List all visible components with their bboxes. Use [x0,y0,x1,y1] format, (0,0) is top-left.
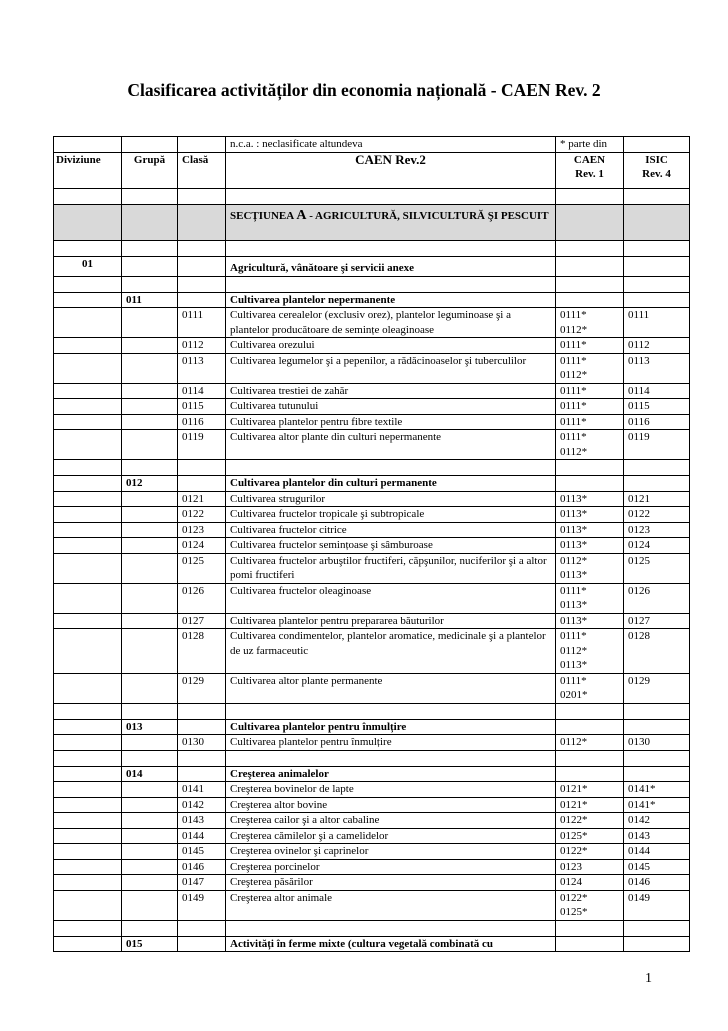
class-isic: 0145 [624,859,690,875]
note-cell [624,137,690,153]
class-isic: 0127 [624,613,690,629]
class-code: 0145 [178,844,226,860]
class-isic: 0115 [624,399,690,415]
class-caen-rev1: 0122* 0125* [556,890,624,920]
group-name: Cultivarea plantelor nepermanente [226,292,556,308]
class-isic: 0116 [624,414,690,430]
class-name: Creşterea păsărilor [226,875,556,891]
group-code: 014 [122,766,178,782]
group-code: 012 [122,476,178,492]
class-isic: 0124 [624,538,690,554]
class-row [54,430,690,460]
class-caen-rev1: 0111* 0112* [556,353,624,383]
class-caen-rev1: 0121* [556,797,624,813]
header-row [54,152,690,188]
class-isic: 0129 [624,673,690,703]
group-row [54,936,690,952]
class-code: 0146 [178,859,226,875]
class-caen-rev1: 0111* 0201* [556,673,624,703]
caen-table [53,136,690,952]
class-row [54,583,690,613]
col-isic [624,152,690,188]
class-row [54,828,690,844]
class-caen-rev1: 0125* [556,828,624,844]
class-row [54,522,690,538]
col-isic-line1: ISIC [645,153,668,166]
class-row [54,553,690,583]
class-code: 0129 [178,673,226,703]
class-caen-rev1: 0113* [556,507,624,523]
class-name: Cultivarea cerealelor (exclusiv orez), plantelor leguminoase şi a plantelor producătoare de semințe oleaginoase [226,308,556,338]
class-isic: 0114 [624,383,690,399]
class-caen-rev1: 0111* [556,414,624,430]
class-code: 0126 [178,583,226,613]
class-code: 0127 [178,613,226,629]
caen-table-body [54,137,690,952]
section-title [226,204,556,240]
class-caen-rev1: 0124 [556,875,624,891]
class-row [54,338,690,354]
class-isic: 0112 [624,338,690,354]
class-caen-rev1: 0111* [556,383,624,399]
class-name: Cultivarea fructelor oleaginoase [226,583,556,613]
col-caen-rev1-line1: CAEN [573,153,606,166]
class-code: 0122 [178,507,226,523]
class-name: Cultivarea altor plante permanente [226,673,556,703]
class-row [54,399,690,415]
spacer-row [54,750,690,766]
spacer-row [54,188,690,204]
class-isic: 0123 [624,522,690,538]
class-isic: 0126 [624,583,690,613]
class-code: 0111 [178,308,226,338]
class-name: Creşterea cămilelor şi a camelidelor [226,828,556,844]
class-row [54,797,690,813]
class-code: 0128 [178,629,226,674]
class-name: Cultivarea fructelor citrice [226,522,556,538]
class-code: 0121 [178,491,226,507]
class-row [54,875,690,891]
class-caen-rev1: 0121* [556,782,624,798]
section-letter: A [296,207,307,223]
class-name: Creşterea bovinelor de lapte [226,782,556,798]
class-row [54,353,690,383]
group-row [54,292,690,308]
class-isic: 0113 [624,353,690,383]
class-code: 0143 [178,813,226,829]
class-row [54,844,690,860]
class-row [54,613,690,629]
class-code: 0119 [178,430,226,460]
class-name: Cultivarea legumelor şi a pepenilor, a rădăcinoaselor şi tuberculilor [226,353,556,383]
group-name: Cultivarea plantelor pentru înmulțire [226,719,556,735]
spacer-row [54,920,690,936]
class-name: Cultivarea altor plante din culturi nepermanente [226,430,556,460]
spacer-row [54,276,690,292]
class-caen-rev1: 0112* [556,735,624,751]
class-caen-rev1: 0113* [556,613,624,629]
class-row [54,813,690,829]
class-caen-rev1: 0111* 0112* [556,430,624,460]
group-code: 011 [122,292,178,308]
class-caen-rev1: 0111* 0112* [556,308,624,338]
class-name: Cultivarea trestiei de zahăr [226,383,556,399]
section-name: - AGRICULTURĂ, SILVICULTURĂ ŞI PESCUIT [306,209,549,222]
class-isic: 0122 [624,507,690,523]
class-isic: 0125 [624,553,690,583]
group-row [54,766,690,782]
section-prefix: SECȚIUNEA [230,209,297,222]
class-row [54,383,690,399]
class-row [54,414,690,430]
class-isic: 0141* [624,782,690,798]
col-clasa: Clasă [178,152,226,188]
class-name: Cultivarea plantelor pentru prepararea băuturilor [226,613,556,629]
note-cell [178,137,226,153]
class-caen-rev1: 0123 [556,859,624,875]
class-row [54,308,690,338]
class-caen-rev1: 0111* [556,399,624,415]
note-text: n.c.a. : neclasificate altundeva [226,137,556,153]
class-isic: 0142 [624,813,690,829]
class-caen-rev1: 0111* [556,338,624,354]
class-code: 0124 [178,538,226,554]
col-caen-rev1-line2: Rev. 1 [575,168,604,180]
class-name: Creşterea ovinelor şi caprinelor [226,844,556,860]
class-row [54,890,690,920]
page-title: Clasificarea activităților din economia națională - CAEN Rev. 2 [127,80,601,100]
spacer-row [54,240,690,256]
class-name: Cultivarea orezului [226,338,556,354]
class-code: 0125 [178,553,226,583]
col-caen-rev1 [556,152,624,188]
class-code: 0116 [178,414,226,430]
parte-din-text: * parte din [556,137,624,153]
class-caen-rev1: 0111* 0113* [556,583,624,613]
group-name: Activități în ferme mixte (cultura vegetală combinată cu [226,936,556,952]
class-isic: 0119 [624,430,690,460]
class-row [54,735,690,751]
class-isic: 0111 [624,308,690,338]
class-name: Cultivarea strugurilor [226,491,556,507]
division-code: 01 [54,256,122,276]
class-code: 0142 [178,797,226,813]
class-isic: 0130 [624,735,690,751]
class-row [54,859,690,875]
group-code: 015 [122,936,178,952]
spacer-row [54,703,690,719]
page-number: 1 [645,971,652,986]
class-name: Cultivarea fructelor arbuştilor fructiferi, căpşunilor, nuciferilor şi a altor pomi fructiferi [226,553,556,583]
class-row [54,673,690,703]
class-code: 0141 [178,782,226,798]
class-isic: 0141* [624,797,690,813]
class-name: Cultivarea fructelor semințoase şi sâmburoase [226,538,556,554]
class-caen-rev1: 0122* [556,813,624,829]
class-code: 0147 [178,875,226,891]
class-name: Creşterea altor animale [226,890,556,920]
class-code: 0123 [178,522,226,538]
group-code: 013 [122,719,178,735]
class-isic: 0121 [624,491,690,507]
class-name: Cultivarea plantelor pentru fibre textile [226,414,556,430]
class-name: Creşterea altor bovine [226,797,556,813]
class-caen-rev1: 0112* 0113* [556,553,624,583]
note-cell [54,137,122,153]
class-row [54,782,690,798]
class-name: Cultivarea plantelor pentru înmulțire [226,735,556,751]
class-caen-rev1: 0113* [556,522,624,538]
group-name: Cultivarea plantelor din culturi permanente [226,476,556,492]
col-caen-rev2: CAEN Rev.2 [226,152,556,188]
col-grupa: Grupă [122,152,178,188]
class-code: 0130 [178,735,226,751]
division-name: Agricultură, vânătoare şi servicii anexe [226,256,556,276]
class-row [54,538,690,554]
group-row [54,476,690,492]
note-cell [122,137,178,153]
class-isic: 0128 [624,629,690,674]
note-row [54,137,690,153]
class-caen-rev1: 0113* [556,491,624,507]
class-caen-rev1: 0122* [556,844,624,860]
class-isic: 0149 [624,890,690,920]
class-code: 0149 [178,890,226,920]
division-row [54,256,690,276]
section-row [54,204,690,240]
class-name: Cultivarea tutunului [226,399,556,415]
class-code: 0114 [178,383,226,399]
class-name: Cultivarea fructelor tropicale şi subtropicale [226,507,556,523]
class-caen-rev1: 0113* [556,538,624,554]
group-name: Creşterea animalelor [226,766,556,782]
class-caen-rev1: 0111* 0112* 0113* [556,629,624,674]
class-row [54,491,690,507]
class-row [54,629,690,674]
class-name: Creşterea cailor şi a altor cabaline [226,813,556,829]
col-isic-line2: Rev. 4 [642,168,671,180]
class-code: 0144 [178,828,226,844]
class-code: 0113 [178,353,226,383]
class-code: 0112 [178,338,226,354]
class-isic: 0143 [624,828,690,844]
class-row [54,507,690,523]
class-isic: 0144 [624,844,690,860]
col-diviziune: Diviziune [54,152,122,188]
spacer-row [54,460,690,476]
class-isic: 0146 [624,875,690,891]
class-code: 0115 [178,399,226,415]
group-row [54,719,690,735]
class-name: Cultivarea condimentelor, plantelor aromatice, medicinale şi a plantelor de uz farmaceutic [226,629,556,674]
class-name: Creşterea porcinelor [226,859,556,875]
